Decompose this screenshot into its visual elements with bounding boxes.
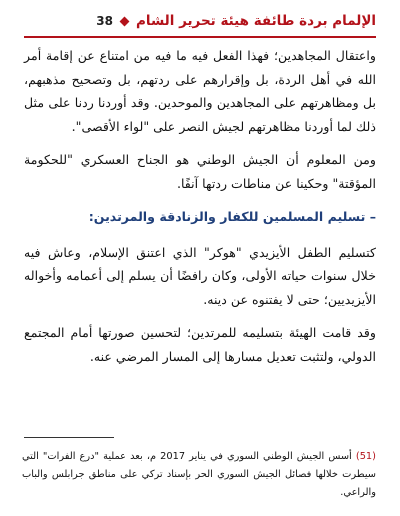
diamond-ornament-icon <box>120 16 130 26</box>
running-header <box>24 10 376 32</box>
page-number: 38 <box>96 14 113 28</box>
header-divider <box>24 36 376 38</box>
footnote-text: أسس الجيش الوطني السوري في يناير 2017 م، بعد عملية "درع الفرات" التي سيطرت خلالها فصائل الجيش السوري الحر بإسناد تركي على مناطق جرابلس والباب والراعي. <box>22 451 376 498</box>
paragraph: ومن المعلوم أن الجيش الوطني هو الجناح العسكري "للحكومة المؤقتة" وحكينا عن مناطات ردتها آنفًا. <box>24 152 376 191</box>
paragraph: واعتقال المجاهدين؛ فهذا الفعل فيه ما فيه من امتناع عن إقامة أمر الله في أهل الردة، بل وإقرارهم على ردتهم، بل وتصحيح مذهبهم، بل ومظاهرتهم على المجاهدين والموحدين. وقد أوردنا ردنا على مثل ذلك لما أوردنا مظاهرتهم لجيش النصر على "لواء الأقصى". <box>24 48 376 134</box>
footnotes <box>22 448 376 502</box>
header-title: الإلمام بردة طائفة هيئة تحرير الشام <box>135 13 376 29</box>
footnote-number: (51) <box>355 451 376 462</box>
section-subheading: – تسليم المسلمين للكفار والزنادقة والمرتدين: <box>88 209 376 224</box>
footnote-divider <box>24 437 114 438</box>
paragraph: كتسليم الطفل الأيزيدي "هوكر" الذي اعتنق الإسلام، وعاش فيه خلال سنوات حياته الأولى، وكان رافضًا أن يسلم إلى أعمامه وأخواله الأيزيديين؛ حتى لا يفتنوه عن دينه. <box>24 244 376 307</box>
paragraph: وقد قامت الهيئة بتسليمه للمرتدين؛ لتحسين صورتها أمام المجتمع الدولي، ولتثبت تعديل مسارها إلى المسار المرضي عنه. <box>24 325 376 364</box>
body-text <box>24 44 376 378</box>
